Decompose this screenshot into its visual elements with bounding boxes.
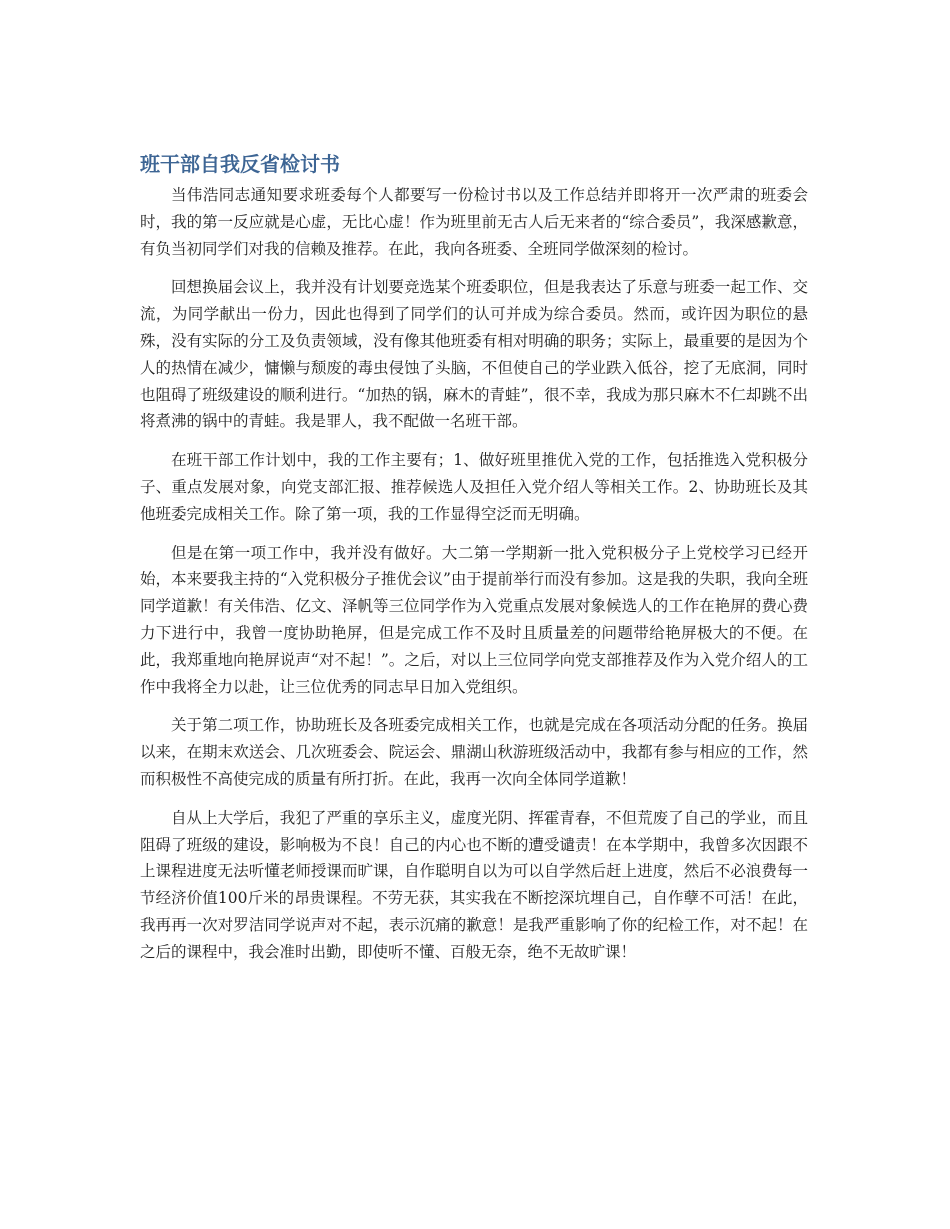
document-title: 班干部自我反省检讨书 — [140, 152, 340, 176]
paragraph-6: 自从上大学后，我犯了严重的享乐主义，虚度光阴、挥霍青春，不但荒废了自己的学业，而且阻碍了班级的建设，影响极为不良！自己的内心也不断的遭受谴责！在本学期中，我曾多次因跟不上课程进度无法听懂老师授课而旷课，自作聪明自以为可以自学然后赶上进度，然后不必浪费每一节经济价值100斤米的昂贵课程。不劳无获，其实我在不断挖深坑埋自己，自作孽不可活！在此，我再再一次对罗洁同学说声对不起，表示沉痛的歉意！是我严重影响了你的纪检工作，对不起！在之后的课程中，我会准时出勤，即使听不懂、百般无奈，绝不无故旷课！ — [140, 808, 808, 961]
paragraph-1: 当伟浩同志通知要求班委每个人都要写一份检讨书以及工作总结并即将开一次严肃的班委会时，我的第一反应就是心虚，无比心虚！作为班里前无古人后无来者的“综合委员”，我深感歉意，有负当初同学们对我的信赖及推荐。在此，我向各班委、全班同学做深刻的检讨。 — [140, 186, 808, 258]
paragraph-5: 关于第二项工作，协助班长及各班委完成相关工作，也就是完成在各项活动分配的任务。换届以来，在期末欢送会、几次班委会、院运会、鼎湖山秋游班级活动中，我都有参与相应的工作，然而积极性不高使完成的质量有所打折。在此，我再一次向全体同学道歉！ — [140, 716, 808, 788]
paragraph-3: 在班干部工作计划中，我的工作主要有；1、做好班里推优入党的工作，包括推选入党积极分子、重点发展对象，向党支部汇报、推荐候选人及担任入党介绍人等相关工作。2、协助班长及其他班委完成相关工作。除了第一项，我的工作显得空泛而无明确。 — [140, 451, 808, 523]
paragraph-4: 但是在第一项工作中，我并没有做好。大二第一学期新一批入党积极分子上党校学习已经开始，本来要我主持的“入党积极分子推优会议”由于提前举行而没有参加。这是我的失职，我向全班同学道歉！有关伟浩、亿文、泽帆等三位同学作为入党重点发展对象候选人的工作在艳屏的费心费力下进行中，我曾一度协助艳屏，但是完成工作不及时且质量差的问题带给艳屏极大的不便。在此，我郑重地向艳屏说声“对不起！”。之后，对以上三位同学向党支部推荐及作为入党介绍人的工作中我将全力以赴，让三位优秀的同志早日加入党组织。 — [140, 543, 808, 696]
document-body — [140, 148, 808, 978]
paragraph-2: 回想换届会议上，我并没有计划要竞选某个班委职位，但是我表达了乐意与班委一起工作、交流，为同学献出一份力，因此也得到了同学们的认可并成为综合委员。然而，或许因为职位的悬殊，没有实际的分工及负责领域，没有像其他班委有相对明确的职务；实际上，最重要的是因为个人的热情在减少，慵懒与颓废的毒虫侵蚀了头脑，不但使自己的学业跌入低谷，挖了无底洞，同时也阻碍了班级建设的顺利进行。“加热的锅，麻木的青蛙”，很不幸，我成为那只麻木不仁却跳不出将煮沸的锅中的青蛙。我是罪人，我不配做一名班干部。 — [140, 278, 808, 431]
